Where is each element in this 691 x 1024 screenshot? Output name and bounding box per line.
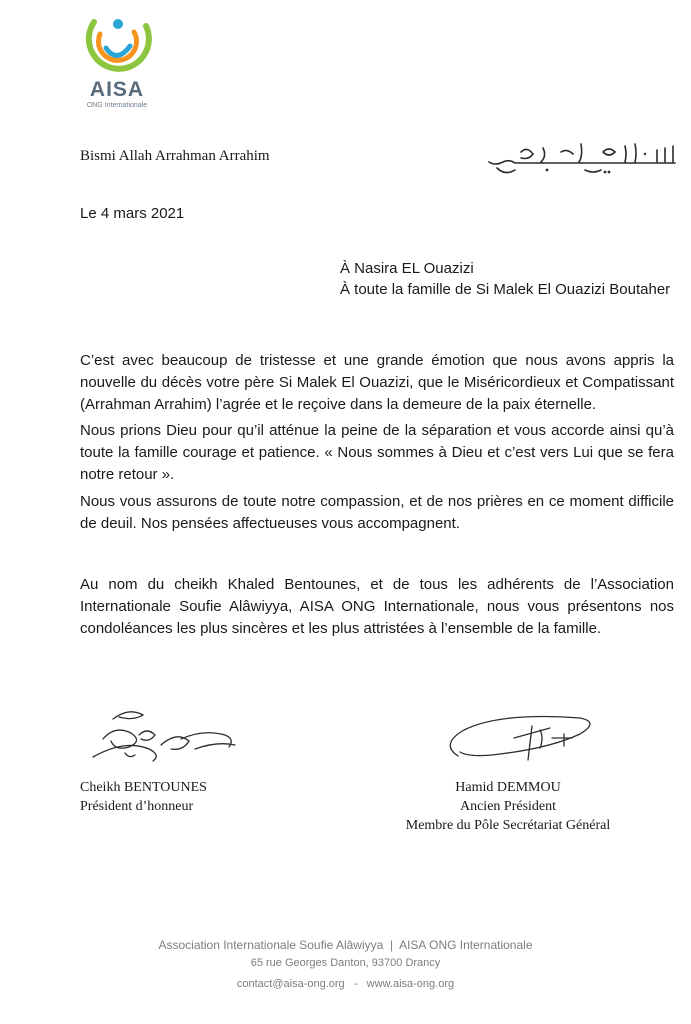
- signatory-left: [80, 778, 207, 816]
- body-paragraph: Nous vous assurons de toute notre compassion, et de nos prières en ce moment difficile de deuil. Nos pensées affectueuses vous accompagnent.: [80, 493, 674, 532]
- footer-organization: Association Internationale Soufie Alâwiyya | AISA ONG Internationale: [158, 938, 533, 952]
- signatory-name: Cheikh BENTOUNES: [80, 780, 207, 795]
- signature-demmou: [440, 708, 610, 768]
- body-paragraph: C’est avec beaucoup de tristesse et une grande émotion que nous avons appris la nouvelle du décès votre père Si Malek El Ouazizi, que le Miséricordieux et Compatissant (Arrahman Arrahim) l’agrée et le reçoive dans la demeure de la paix éternelle.: [80, 352, 674, 413]
- signatory-right: [393, 778, 623, 835]
- signatory-title: Président d’honneur: [80, 799, 194, 814]
- recipients-block: [340, 258, 670, 300]
- body-paragraph: Au nom du cheikh Khaled Bentounes, et de tous les adhérents de l’Association Internationale Soufie Alâwiyya, AISA ONG Internationale, nous vous présentons nos condoléances les plus sincères et les plus attristées à l’ensemble de la famille.: [80, 576, 674, 637]
- body-paragraph: Nous prions Dieu pour qu’il atténue la peine de la séparation et vous accorde ainsi qu’à toute la famille courage et patience. « Nous sommes à Dieu et c’est vers Lui que se fera notre retour ».: [80, 422, 674, 483]
- footer-address: 65 rue Georges Danton, 93700 Drancy: [250, 957, 441, 969]
- signatory-title: Ancien Président: [459, 799, 557, 814]
- bismi-text: Bismi Allah Arrahman Arrahim: [80, 148, 270, 164]
- recipient-line: À toute la famille de Si Malek El Ouazizi Boutaher: [340, 281, 671, 298]
- footer-contact: contact@aisa-ong.org - www.aisa-ong.org: [236, 978, 455, 990]
- logo-subtitle: ONG Internationale: [86, 102, 148, 109]
- basmala-calligraphy-icon: [485, 132, 685, 182]
- logo-name: AISA: [89, 78, 145, 101]
- aisa-logo: [72, 2, 162, 114]
- recipient-line: À Nasira EL Ouazizi: [340, 260, 474, 277]
- letter-date: Le 4 mars 2021: [80, 205, 185, 222]
- signatory-name: Hamid DEMMOU: [455, 780, 561, 795]
- signature-bentounes: [85, 705, 260, 775]
- aisa-logo-icon: [72, 2, 162, 82]
- signatory-title-secondary: Membre du Pôle Secrétariat Général: [405, 818, 611, 833]
